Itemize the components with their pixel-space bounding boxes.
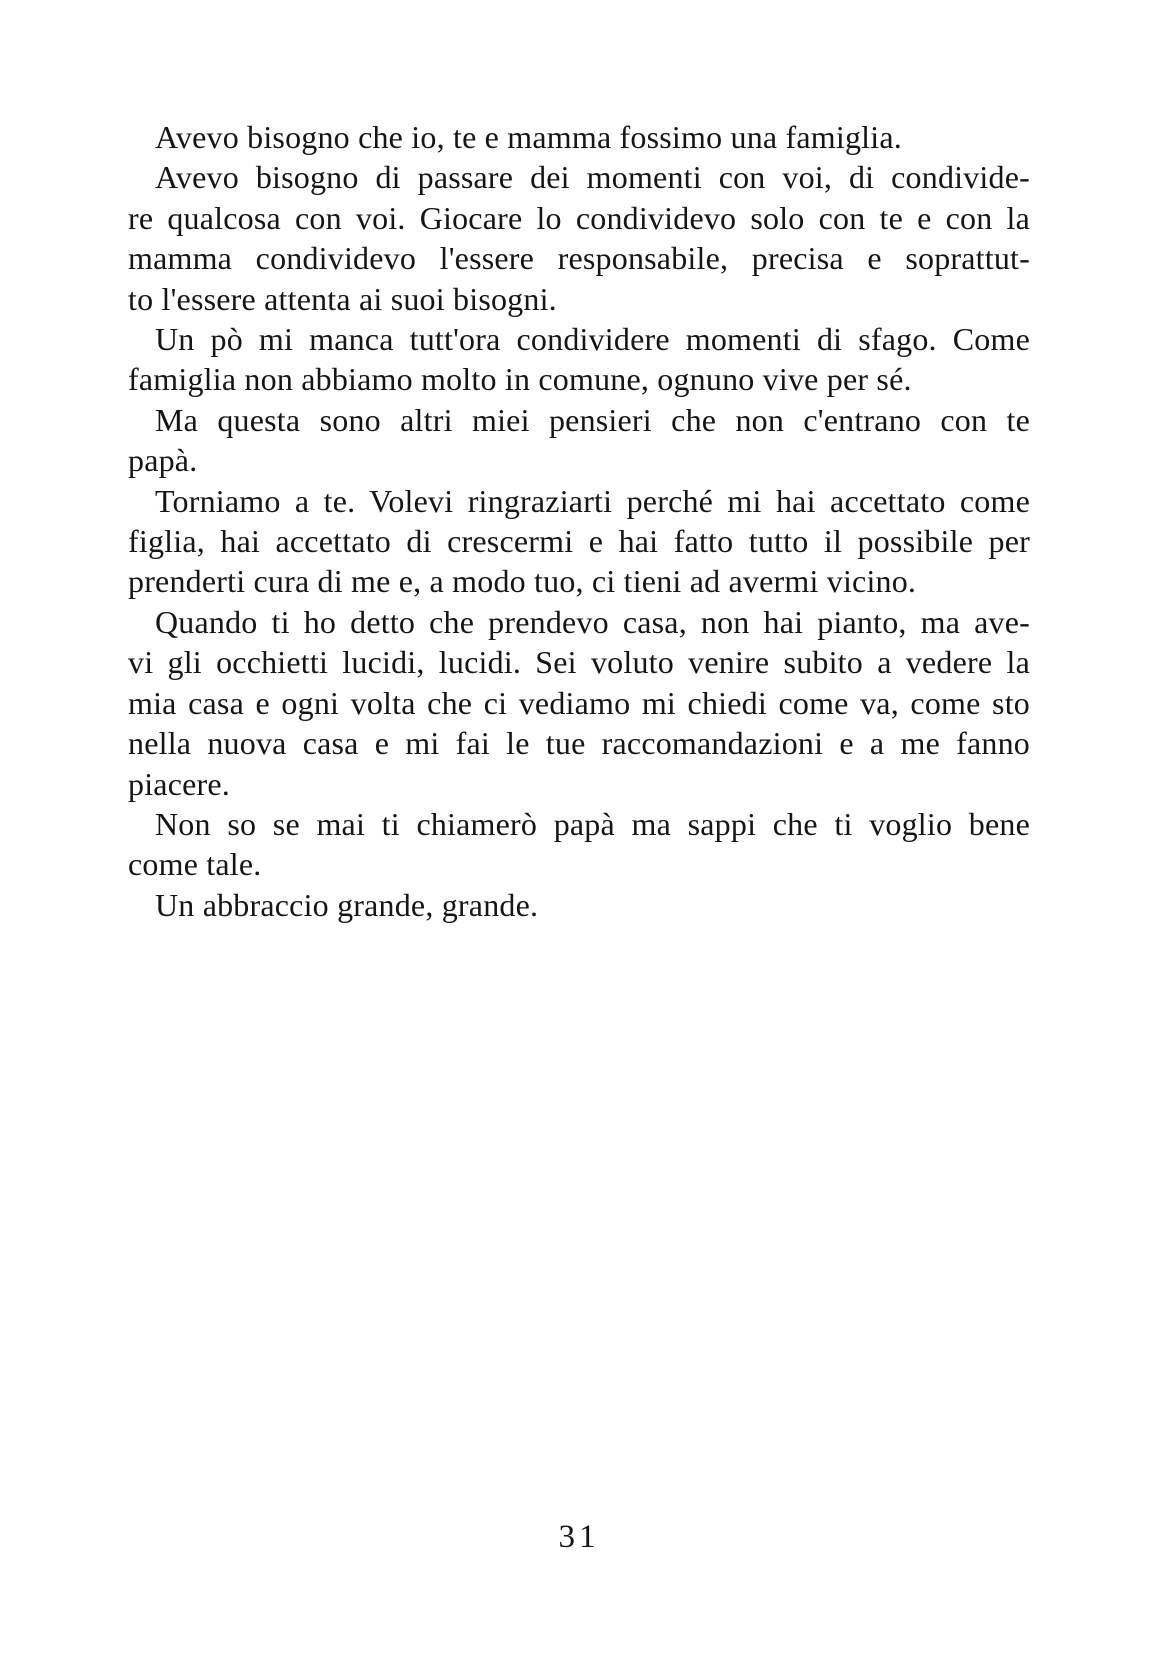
text-line: Un abbraccio grande, grande. [155, 886, 539, 923]
text-line: piacere. [128, 765, 230, 802]
text-line: Avevo bisogno che io, te e mamma fossimo una famiglia. [155, 119, 902, 155]
text-line: mia casa e ogni volta che ci vediamo mi chiedi come va, come sto [128, 684, 1030, 721]
text-line: come tale. [128, 846, 262, 883]
text-line: Avevo bisogno di passare dei momenti con voi, di condivide- [155, 159, 1030, 196]
text-line: vi gli occhietti lucidi, lucidi. Sei voluto venire subito a vedere la [128, 644, 1030, 681]
text-line: mamma condividevo l'essere responsabile, precisa e soprattut- [128, 240, 1030, 277]
text-line: figlia, hai accettato di crescermi e hai fatto tutto il possibile per [128, 523, 1030, 560]
text-line: prenderti cura di me e, a modo tuo, ci tieni ad avermi vicino. [128, 563, 917, 600]
text-line: Quando ti ho detto che prendevo casa, non hai pianto, ma ave- [155, 603, 1030, 640]
text-line: Ma questa sono altri miei pensieri che non c'entrano con te [155, 401, 1030, 438]
text-line: nella nuova casa e mi fai le tue raccomandazioni e a me fanno [128, 725, 1030, 762]
text-line: Un pò mi manca tutt'ora condividere momenti di sfago. Come [155, 321, 1030, 358]
page-text [128, 117, 1030, 925]
text-line: re qualcosa con voi. Giocare lo condividevo solo con te e con la [128, 199, 1030, 236]
text-line: to l'essere attenta ai suoi bisogni. [128, 280, 557, 317]
text-line: famiglia non abbiamo molto in comune, ognuno vive per sé. [128, 361, 912, 398]
text-line: Torniamo a te. Volevi ringraziarti perché mi hai accettato come [155, 482, 1030, 519]
text-line: papà. [128, 442, 198, 479]
text-line: Non so se mai ti chiamerò papà ma sappi che ti voglio bene [155, 805, 1030, 842]
page-number: 31 [558, 1519, 600, 1555]
